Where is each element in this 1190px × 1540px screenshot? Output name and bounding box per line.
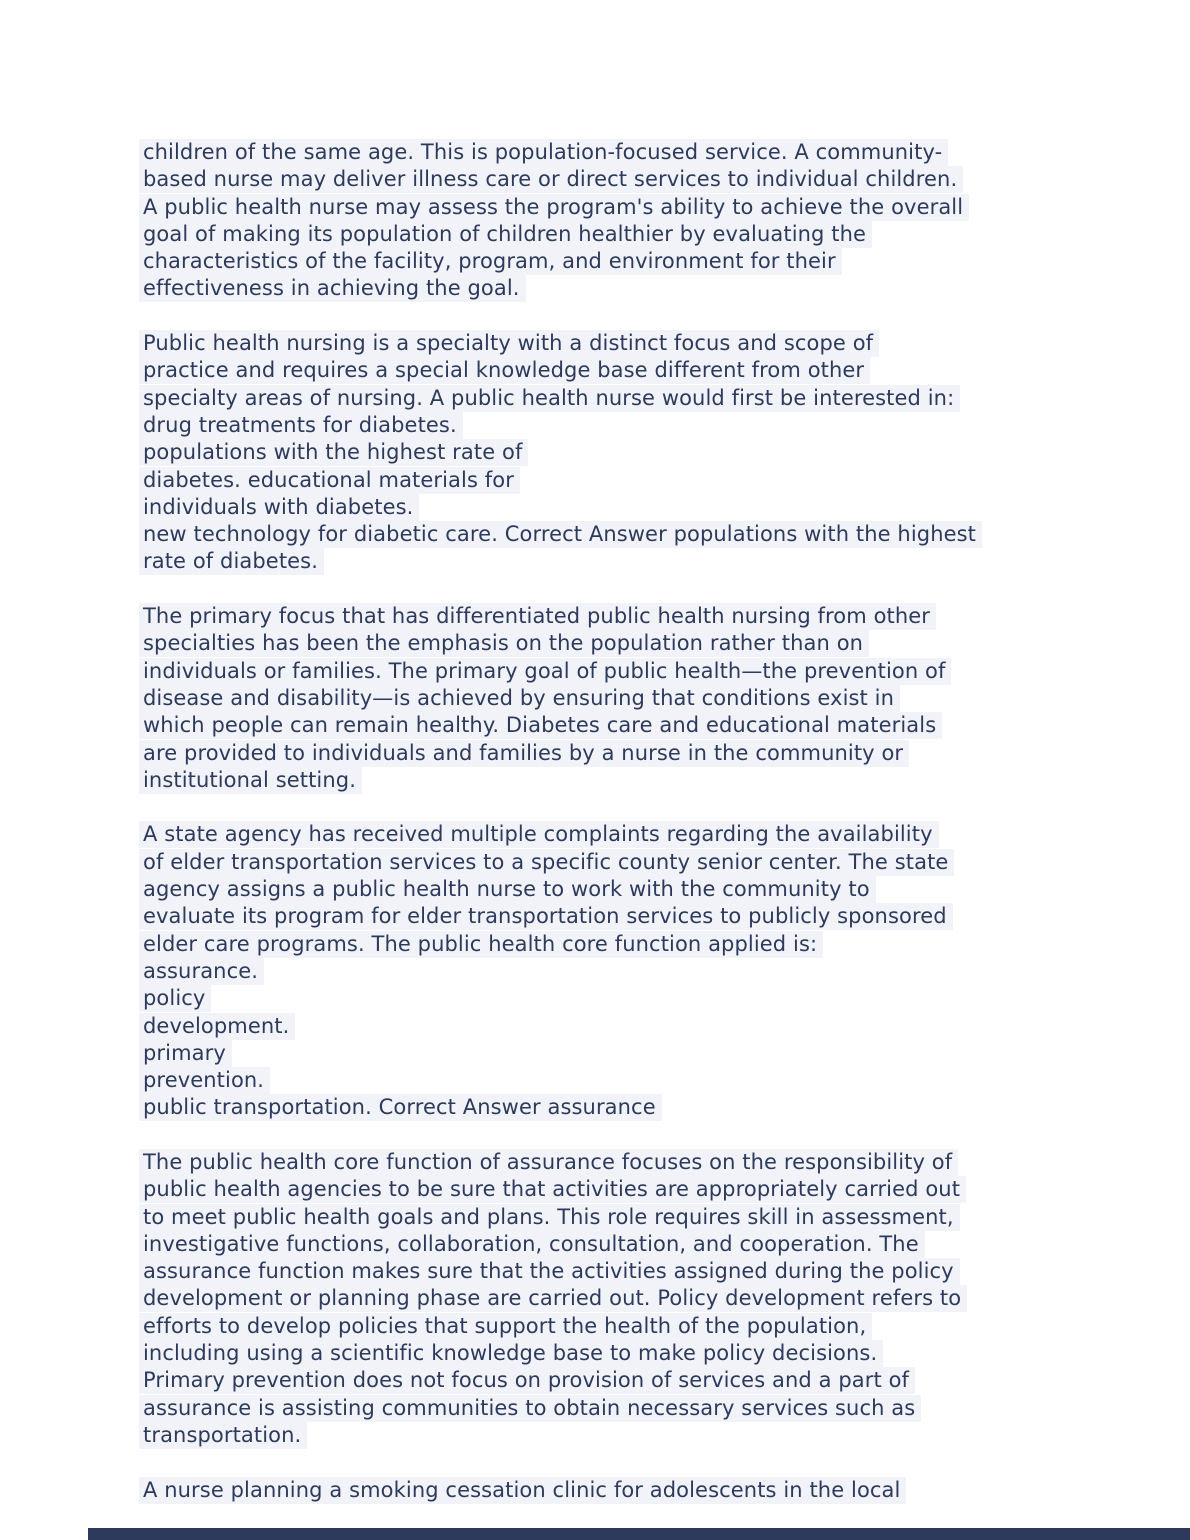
text-line [143, 630, 1143, 657]
text-line-highlight: specialties has been the emphasis on the population rather than on [139, 630, 869, 657]
text-line-highlight: are provided to individuals and families by a nurse in the community or [139, 740, 909, 767]
text-line-highlight: development. [139, 1013, 295, 1040]
text-line [143, 412, 1143, 439]
text-paragraph [143, 1477, 1143, 1504]
text-line-highlight: of elder transportation services to a specific county senior center. The state [139, 849, 954, 876]
text-line [143, 685, 1143, 712]
text-line-highlight: Primary prevention does not focus on provision of services and a part of [139, 1367, 915, 1394]
text-line-highlight: agency assigns a public health nurse to work with the community to [139, 876, 876, 903]
text-line-highlight: assurance is assisting communities to obtain necessary services such as [139, 1395, 921, 1422]
text-line [143, 194, 1143, 221]
text-line-highlight: to meet public health goals and plans. This role requires skill in assessment, [139, 1204, 960, 1231]
text-line [143, 849, 1143, 876]
text-line [143, 1094, 1143, 1121]
text-line [143, 931, 1143, 958]
text-line [143, 1285, 1143, 1312]
text-line [143, 330, 1143, 357]
text-paragraph [143, 821, 1143, 1121]
text-paragraph [143, 139, 1143, 303]
text-line-highlight: children of the same age. This is population-focused service. A community- [139, 139, 948, 166]
text-line [143, 1395, 1143, 1422]
text-line [143, 1340, 1143, 1367]
text-line [143, 1231, 1143, 1258]
text-line-highlight: disease and disability—is achieved by ensuring that conditions exist in [139, 685, 900, 712]
text-line [143, 1176, 1143, 1203]
text-line [143, 357, 1143, 384]
text-line-highlight: goal of making its population of children healthier by evaluating the [139, 221, 872, 248]
text-line [143, 1258, 1143, 1285]
text-line-highlight: new technology for diabetic care. Correct Answer populations with the highest [139, 521, 982, 548]
text-line-highlight: The public health core function of assurance focuses on the responsibility of [139, 1149, 958, 1176]
text-line-highlight: institutional setting. [139, 767, 362, 794]
document-text-block [143, 139, 1143, 1531]
text-line-highlight: characteristics of the facility, program, and environment for their [139, 248, 842, 275]
text-line-highlight: individuals with diabetes. [139, 494, 419, 521]
text-line [143, 658, 1143, 685]
text-paragraph [143, 1149, 1143, 1449]
text-line [143, 1067, 1143, 1094]
text-line-highlight: individuals or families. The primary goal of public health—the prevention of [139, 658, 951, 685]
text-line-highlight: public transportation. Correct Answer assurance [139, 1094, 662, 1121]
text-line-highlight: based nurse may deliver illness care or direct services to individual children. [139, 166, 963, 193]
text-line-highlight: transportation. [139, 1422, 307, 1449]
text-line [143, 494, 1143, 521]
text-line-highlight: public health agencies to be sure that activities are appropriately carried out [139, 1176, 966, 1203]
text-line [143, 1013, 1143, 1040]
text-line [143, 385, 1143, 412]
text-line-highlight: assurance function makes sure that the activities assigned during the policy [139, 1258, 960, 1285]
text-line-highlight: primary [139, 1040, 232, 1067]
text-line-highlight: assurance. [139, 958, 264, 985]
text-line [143, 740, 1143, 767]
text-line [143, 876, 1143, 903]
text-line-highlight: elder care programs. The public health core function applied is: [139, 931, 823, 958]
text-line [143, 985, 1143, 1012]
text-line-highlight: which people can remain healthy. Diabetes care and educational materials [139, 712, 942, 739]
text-line [143, 1422, 1143, 1449]
text-line [143, 166, 1143, 193]
text-paragraph [143, 330, 1143, 576]
text-line [143, 467, 1143, 494]
text-line [143, 221, 1143, 248]
text-line-highlight: including using a scientific knowledge base to make policy decisions. [139, 1340, 883, 1367]
text-line-highlight: populations with the highest rate of [139, 439, 528, 466]
text-line [143, 1477, 1143, 1504]
text-line [143, 1313, 1143, 1340]
bottom-edge-bar [88, 1528, 1190, 1540]
text-line-highlight: investigative functions, collaboration, consultation, and cooperation. The [139, 1231, 925, 1258]
text-line [143, 521, 1143, 548]
text-line-highlight: A nurse planning a smoking cessation clinic for adolescents in the local [139, 1477, 906, 1504]
text-line-highlight: development or planning phase are carried out. Policy development refers to [139, 1285, 967, 1312]
text-line [143, 439, 1143, 466]
text-line [143, 248, 1143, 275]
text-line [143, 903, 1143, 930]
text-line-highlight: diabetes. educational materials for [139, 467, 520, 494]
text-line-highlight: practice and requires a special knowledge base different from other [139, 357, 870, 384]
text-line [143, 1367, 1143, 1394]
text-line-highlight: A public health nurse may assess the program's ability to achieve the overall [139, 194, 969, 221]
text-line [143, 139, 1143, 166]
text-line-highlight: evaluate its program for elder transportation services to publicly sponsored [139, 903, 953, 930]
text-line [143, 548, 1143, 575]
text-line [143, 767, 1143, 794]
text-line-highlight: rate of diabetes. [139, 548, 324, 575]
text-line-highlight: Public health nursing is a specialty with a distinct focus and scope of [139, 330, 879, 357]
text-line [143, 1040, 1143, 1067]
text-line [143, 1204, 1143, 1231]
text-line-highlight: effectiveness in achieving the goal. [139, 275, 526, 302]
text-line-highlight: A state agency has received multiple complaints regarding the availability [139, 821, 939, 848]
text-line-highlight: specialty areas of nursing. A public health nurse would first be interested in: [139, 385, 960, 412]
text-line-highlight: The primary focus that has differentiated public health nursing from other [139, 603, 936, 630]
text-line-highlight: efforts to develop policies that support the health of the population, [139, 1313, 872, 1340]
text-line [143, 275, 1143, 302]
text-line [143, 958, 1143, 985]
text-line-highlight: prevention. [139, 1067, 270, 1094]
text-line [143, 712, 1143, 739]
text-paragraph [143, 603, 1143, 794]
text-line [143, 1149, 1143, 1176]
text-line [143, 603, 1143, 630]
text-line-highlight: drug treatments for diabetes. [139, 412, 463, 439]
text-line [143, 821, 1143, 848]
text-line-highlight: policy [139, 985, 211, 1012]
